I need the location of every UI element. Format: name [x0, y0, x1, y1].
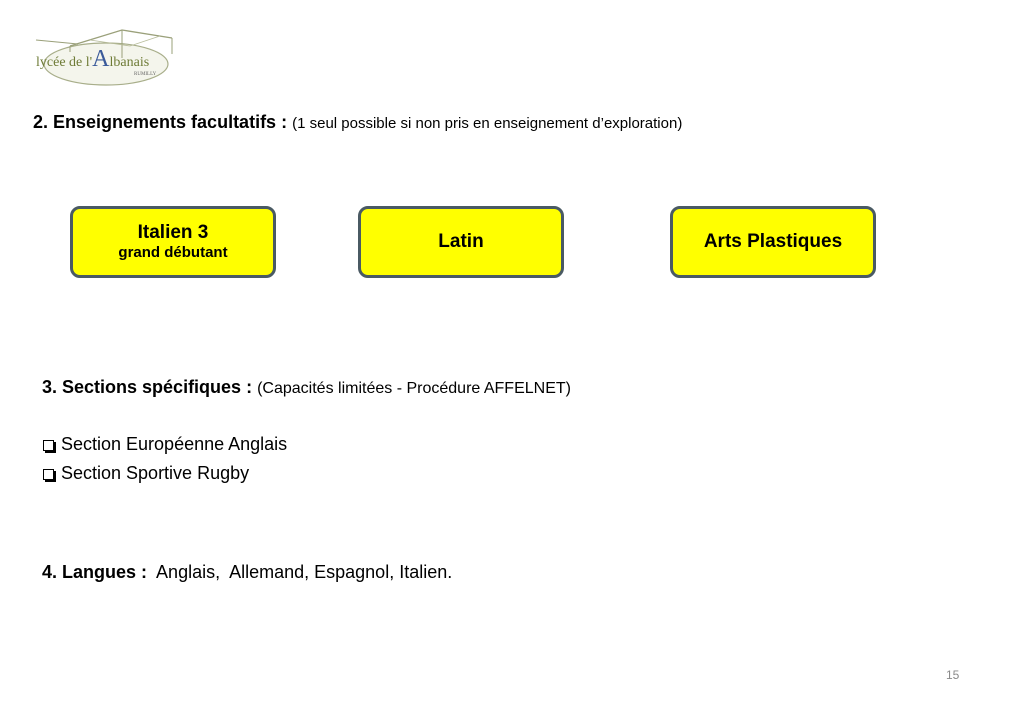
logo-text-end: lbanais — [109, 55, 150, 70]
option-latin-box — [358, 206, 564, 278]
list-item-label: Section Européenne Anglais — [61, 434, 288, 454]
section-4-heading — [42, 562, 452, 583]
option-latin-label: Latin — [438, 231, 484, 252]
option-italien-sublabel: grand débutant — [118, 244, 228, 261]
list-item-label: Section Sportive Rugby — [61, 463, 250, 483]
checkbox-bullet-icon — [43, 440, 54, 451]
section-2-heading — [33, 112, 682, 133]
logo-graphic — [30, 24, 180, 90]
section-2-note: (1 seul possible si non pris en enseignement d’exploration) — [292, 115, 683, 132]
option-italien-label: Italien 3 — [137, 222, 209, 243]
list-item — [43, 430, 287, 459]
logo-subtext: RUMILLY — [134, 72, 157, 77]
school-logo — [30, 24, 180, 90]
section-3-list — [43, 430, 287, 488]
section-4-title: 4. Langues : — [42, 562, 148, 582]
section-3-title: 3. Sections spécifiques : — [42, 377, 253, 397]
section-4-value: Anglais, Allemand, Espagnol, Italien. — [156, 562, 453, 582]
section-3-heading — [42, 377, 571, 398]
logo-text-big-a: A — [92, 46, 110, 72]
section-3-note: (Capacités limitées - Procédure AFFELNET) — [257, 380, 571, 397]
page-number: 15 — [946, 668, 960, 682]
option-arts-plastiques-label: Arts Plastiques — [703, 231, 843, 252]
section-2-title: 2. Enseignements facultatifs : — [33, 112, 288, 132]
logo-text-main: lycée de l' — [36, 55, 93, 70]
option-italien-box — [70, 206, 276, 278]
option-arts-plastiques-box — [670, 206, 876, 278]
checkbox-bullet-icon — [43, 469, 54, 480]
list-item — [43, 459, 287, 488]
